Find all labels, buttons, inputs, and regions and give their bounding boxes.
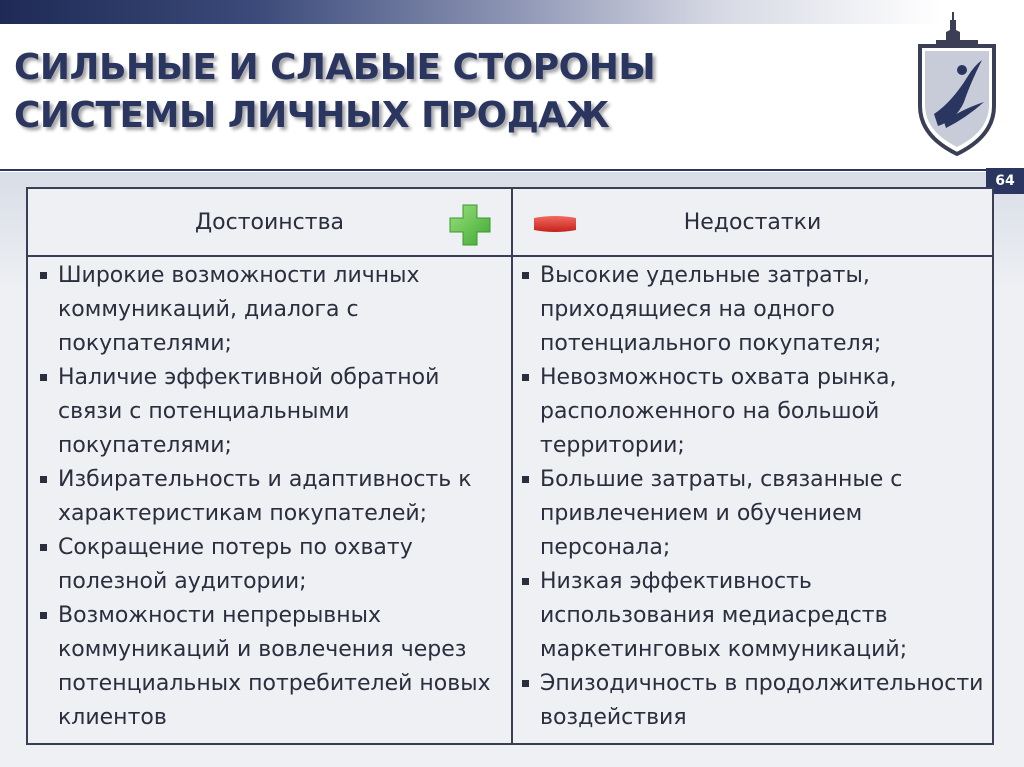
page-number-badge: 64 [986,168,1024,194]
green-plus-icon [448,203,492,247]
header-rule [0,169,1000,171]
disadvantage-item: Низкая эффективность использования медиасредств маркетинговых коммуникаций; [518,565,988,667]
slide-title [14,44,655,140]
disadvantages-header: Недостатки [683,209,822,235]
advantage-item: Избирательность и адаптивность к характеристикам покупателей; [36,463,508,531]
advantage-item: Возможности непрерывных коммуникаций и вовлечения через потенциальных потребителей новых клиентов [36,599,508,735]
disadvantage-item: Высокие удельные затраты, приходящиеся на одного потенциального покупателя; [518,259,988,361]
advantages-header: Достоинства [194,209,345,235]
red-minus-icon [532,214,578,234]
slide-title-line1: СИЛЬНЫЕ И СЛАБЫЕ СТОРОНЫ [14,47,656,88]
header-divider [28,255,992,257]
disadvantage-item: Невозможность охвата рынка, расположенного на большой территории; [518,361,988,463]
comparison-table [26,187,994,745]
disadvantage-item: Большие затраты, связанные с привлечением и обучением персонала; [518,463,988,565]
disadvantages-list [518,259,988,735]
slide-title-line2: СИСТЕМЫ ЛИЧНЫХ ПРОДАЖ [14,95,610,136]
top-gradient-bar [0,0,1024,24]
disadvantage-item: Эпизодичность в продолжительности воздействия [518,667,988,735]
advantage-item: Наличие эффективной обратной связи с потенциальными покупателями; [36,361,508,463]
advantage-item: Широкие возможности личных коммуникаций, диалога с покупателями; [36,259,508,361]
advantage-item: Сокращение потерь по охвату полезной аудитории; [36,531,508,599]
advantages-list [36,259,508,735]
disadvantages-cell [518,259,988,735]
column-divider [511,189,513,743]
advantages-cell [36,259,508,735]
university-shield-logo-icon [916,10,998,158]
